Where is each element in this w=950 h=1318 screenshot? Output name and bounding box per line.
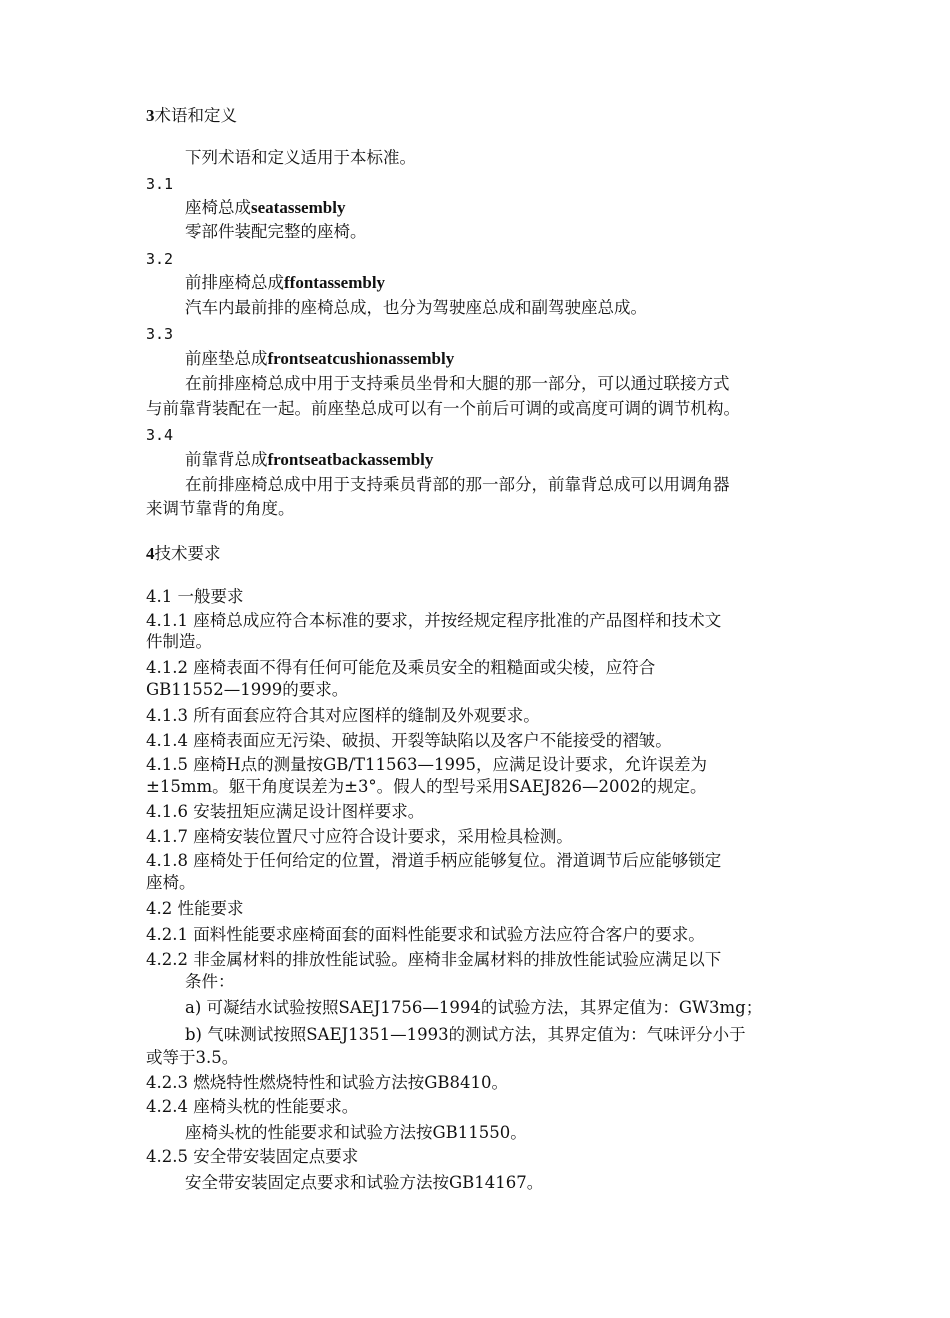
clause-4-1-1-line-2: 件制造。 [146, 632, 212, 651]
clause-4-2-5: 4.2.5 安全带安装固定点要求 [146, 1147, 359, 1166]
clause-3-4-number: 3.4 [146, 426, 174, 444]
clause-4-2-3: 4.2.3 燃烧特性燃烧特性和试验方法按GB8410。 [146, 1073, 509, 1092]
clause-3-3-definition-line-2: 与前靠背装配在一起。前座垫总成可以有一个前后可调的或高度可调的调节机构。 [146, 399, 740, 418]
clause-3-4-term: 前靠背总成frontseatbackassembly [185, 450, 434, 469]
section-4-heading: 4技术要求 [146, 544, 221, 563]
clause-4-2-2-line-1: 4.2.2 非金属材料的排放性能试验。座椅非金属材料的排放性能试验应满足以下 [146, 950, 722, 969]
clause-3-1-definition: 零部件装配完整的座椅。 [185, 222, 367, 241]
clause-4-1-3: 4.1.3 所有面套应符合其对应图样的缝制及外观要求。 [146, 706, 540, 725]
clause-3-1-term: 座椅总成seatassembly [185, 198, 346, 217]
clause-4-2-1: 4.2.1 面料性能要求座椅面套的面料性能要求和试验方法应符合客户的要求。 [146, 925, 705, 944]
clause-4-1-5-line-2: ±15mm。躯干角度误差为±3°。假人的型号采用SAEJ826—2002的规定。 [146, 777, 707, 796]
clause-4-1-2-line-2: GB11552—1999的要求。 [146, 680, 349, 699]
clause-4-1-8-line-2: 座椅。 [146, 873, 196, 892]
clause-4-1-2-line-1: 4.1.2 座椅表面不得有任何可能危及乘员安全的粗糙面或尖棱，应符合 [146, 658, 656, 677]
clause-3-3-number: 3.3 [146, 325, 174, 343]
clause-4-2-4: 4.2.4 座椅头枕的性能要求。 [146, 1097, 359, 1116]
clause-4-2-2-item-b-line-2: 或等于3.5。 [146, 1048, 239, 1067]
clause-4-2: 4.2 性能要求 [146, 899, 244, 918]
section-3-heading: 3术语和定义 [146, 106, 237, 125]
clause-4-1-6: 4.1.6 安装扭矩应满足设计图样要求。 [146, 802, 425, 821]
clause-3-1-number: 3.1 [146, 175, 174, 193]
clause-4-1-8-line-1: 4.1.8 座椅处于任何给定的位置，滑道手柄应能够复位。滑道调节后应能够锁定 [146, 851, 722, 870]
clause-4-2-5-body: 安全带安装固定点要求和试验方法按GB14167。 [185, 1173, 544, 1192]
clause-4-1-7: 4.1.7 座椅安装位置尺寸应符合设计要求，采用检具检测。 [146, 827, 573, 846]
clause-4-1-5-line-1: 4.1.5 座椅H点的测量按GB/T11563—1995，应满足设计要求，允许误差为 [146, 755, 707, 774]
clause-4-2-2-item-a: a) 可凝结水试验按照SAEJ1756—1994的试验方法，其界定值为：GW3mg； [185, 998, 763, 1017]
clause-3-3-term: 前座垫总成frontseatcushionassembly [185, 349, 455, 368]
clause-4-2-2-item-b-line-1: b) 气味测试按照SAEJ1351—1993的测试方法，其界定值为：气味评分小于 [185, 1025, 746, 1044]
clause-3-3-definition-line-1: 在前排座椅总成中用于支持乘员坐骨和大腿的那一部分，可以通过联接方式 [185, 374, 730, 393]
clause-4-1-1-line-1: 4.1.1 座椅总成应符合本标准的要求，并按经规定程序批准的产品图样和技术文 [146, 611, 722, 630]
clause-4-1: 4.1 一般要求 [146, 587, 244, 606]
clause-4-1-4: 4.1.4 座椅表面应无污染、破损、开裂等缺陷以及客户不能接受的褶皱。 [146, 731, 672, 750]
clause-3-2-definition: 汽车内最前排的座椅总成，也分为驾驶座总成和副驾驶座总成。 [185, 298, 647, 317]
clause-3-4-definition-line-2: 来调节靠背的角度。 [146, 499, 295, 518]
clause-3-4-definition-line-1: 在前排座椅总成中用于支持乘员背部的那一部分，前靠背总成可以用调角器 [185, 475, 730, 494]
clause-4-2-4-body: 座椅头枕的性能要求和试验方法按GB11550。 [185, 1123, 527, 1142]
section-3-intro: 下列术语和定义适用于本标准。 [185, 148, 416, 167]
clause-3-2-number: 3.2 [146, 250, 174, 268]
clause-4-2-2-line-2: 条件： [185, 972, 235, 991]
clause-3-2-term: 前排座椅总成ffontassembly [185, 273, 386, 292]
